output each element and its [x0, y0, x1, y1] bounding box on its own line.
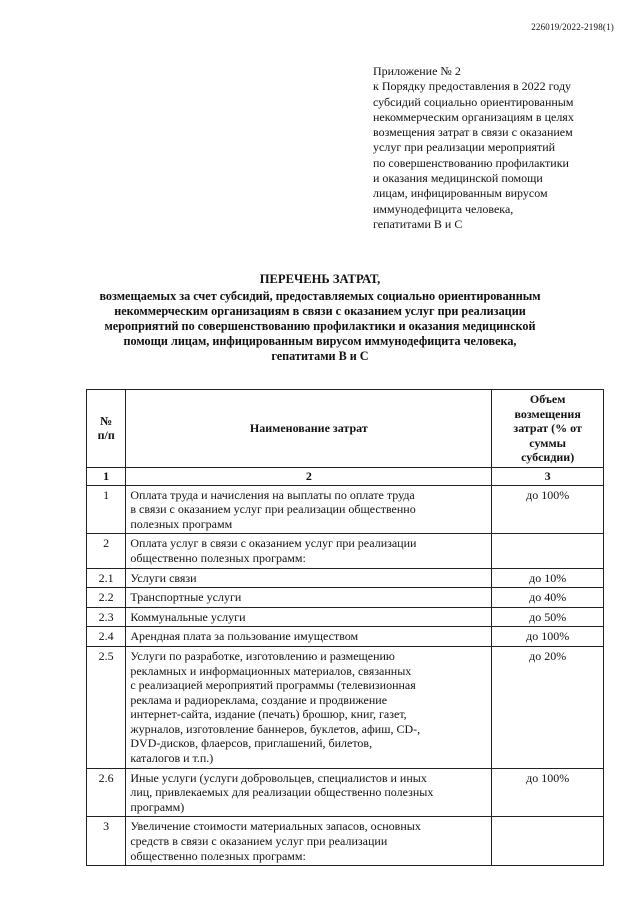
- row-num: 2.1: [87, 568, 126, 588]
- table-row: [87, 817, 604, 866]
- row-num: 2.2: [87, 588, 126, 608]
- row-name: Увеличение стоимости материальных запасов, основных средств в связи с оказанием услуг при реализации общественно полезных программ:: [126, 817, 492, 866]
- heading-line: мероприятий по совершенствованию профилактики и оказания медицинской: [104, 319, 536, 333]
- appendix-line: услуг при реализации мероприятий: [373, 140, 556, 155]
- row-amount: до 100%: [492, 485, 604, 534]
- row-amount: до 10%: [492, 568, 604, 588]
- appendix-line: по совершенствованию профилактики: [373, 155, 569, 170]
- appendix-line: некоммерческим организациям в целях: [373, 109, 574, 124]
- table-index-row: [87, 467, 604, 485]
- appendix-line: Приложение № 2: [373, 64, 461, 78]
- row-num: 3: [87, 817, 126, 866]
- row-name: Коммунальные услуги: [126, 607, 492, 627]
- appendix-line: субсидий социально ориентированным: [373, 94, 574, 109]
- index-cell: 2: [126, 467, 492, 485]
- document-number: 226019/2022-2198(1): [531, 22, 614, 32]
- heading-line: гепатитами В и С: [271, 349, 369, 363]
- row-name: Оплата услуг в связи с оказанием услуг при реализации общественно полезных программ:: [126, 534, 492, 568]
- appendix-line: к Порядку предоставления в 2022 году: [373, 79, 572, 94]
- row-amount: до 100%: [492, 768, 604, 817]
- appendix-block: [373, 64, 613, 232]
- table-row: [87, 588, 604, 608]
- heading-line: некоммерческим организациям в связи с оказанием услуг при реализации: [114, 304, 526, 318]
- table-row: [87, 627, 604, 647]
- row-num: 2: [87, 534, 126, 568]
- header-num: № п/п: [87, 390, 126, 468]
- table-row: [87, 607, 604, 627]
- row-name: Услуги по разработке, изготовлению и размещению рекламных и информационных материалов, связанных с реализацией мероприятий программы (телевизионная реклама и радиореклама, создание и продвижение интернет-сайта, издание (печать) брошюр, книг, газет, журналов, изготовление баннеров, буклетов, афиш, CD-, DVD-дисков, флаерсов, приглашений, билетов, каталогов и т.п.): [126, 646, 492, 768]
- row-amount: [492, 817, 604, 866]
- row-amount: до 50%: [492, 607, 604, 627]
- index-cell: 1: [87, 467, 126, 485]
- appendix-line: и оказания медицинской помощи: [373, 171, 543, 186]
- table-row: [87, 768, 604, 817]
- row-num: 2.4: [87, 627, 126, 647]
- heading-line: помощи лицам, инфицированным вирусом иммунодефицита человека,: [123, 334, 517, 348]
- header-amount: Объем возмещения затрат (% от суммы субсидии): [492, 390, 604, 468]
- table-row: [87, 646, 604, 768]
- header-name: Наименование затрат: [126, 390, 492, 468]
- document-heading: [60, 272, 580, 364]
- row-name: Транспортные услуги: [126, 588, 492, 608]
- index-cell: 3: [492, 467, 604, 485]
- row-num: 2.6: [87, 768, 126, 817]
- row-num: 2.5: [87, 646, 126, 768]
- row-num: 1: [87, 485, 126, 534]
- row-name: Оплата труда и начисления на выплаты по оплате труда в связи с оказанием услуг при реализации общественно полезных программ: [126, 485, 492, 534]
- row-amount: до 20%: [492, 646, 604, 768]
- row-num: 2.3: [87, 607, 126, 627]
- table-header-row: [87, 390, 604, 468]
- row-name: Услуги связи: [126, 568, 492, 588]
- row-name: Арендная плата за пользование имуществом: [126, 627, 492, 647]
- heading-line: возмещаемых за счет субсидий, предоставляемых социально ориентированным: [99, 289, 541, 303]
- appendix-line: возмещения затрат в связи с оказанием: [373, 125, 573, 140]
- appendix-line: гепатитами В и С: [373, 216, 463, 231]
- cost-table: [86, 389, 604, 866]
- row-amount: до 40%: [492, 588, 604, 608]
- row-amount: до 100%: [492, 627, 604, 647]
- table-row: [87, 568, 604, 588]
- table-row: [87, 534, 604, 568]
- heading-title: ПЕРЕЧЕНЬ ЗАТРАТ,: [259, 272, 381, 286]
- table-row: [87, 485, 604, 534]
- row-amount: [492, 534, 604, 568]
- appendix-line: лицам, инфицированным вирусом: [373, 186, 548, 201]
- appendix-line: иммунодефицита человека,: [373, 201, 514, 216]
- row-name: Иные услуги (услуги добровольцев, специалистов и иных лиц, привлекаемых для реализации общественно полезных программ): [126, 768, 492, 817]
